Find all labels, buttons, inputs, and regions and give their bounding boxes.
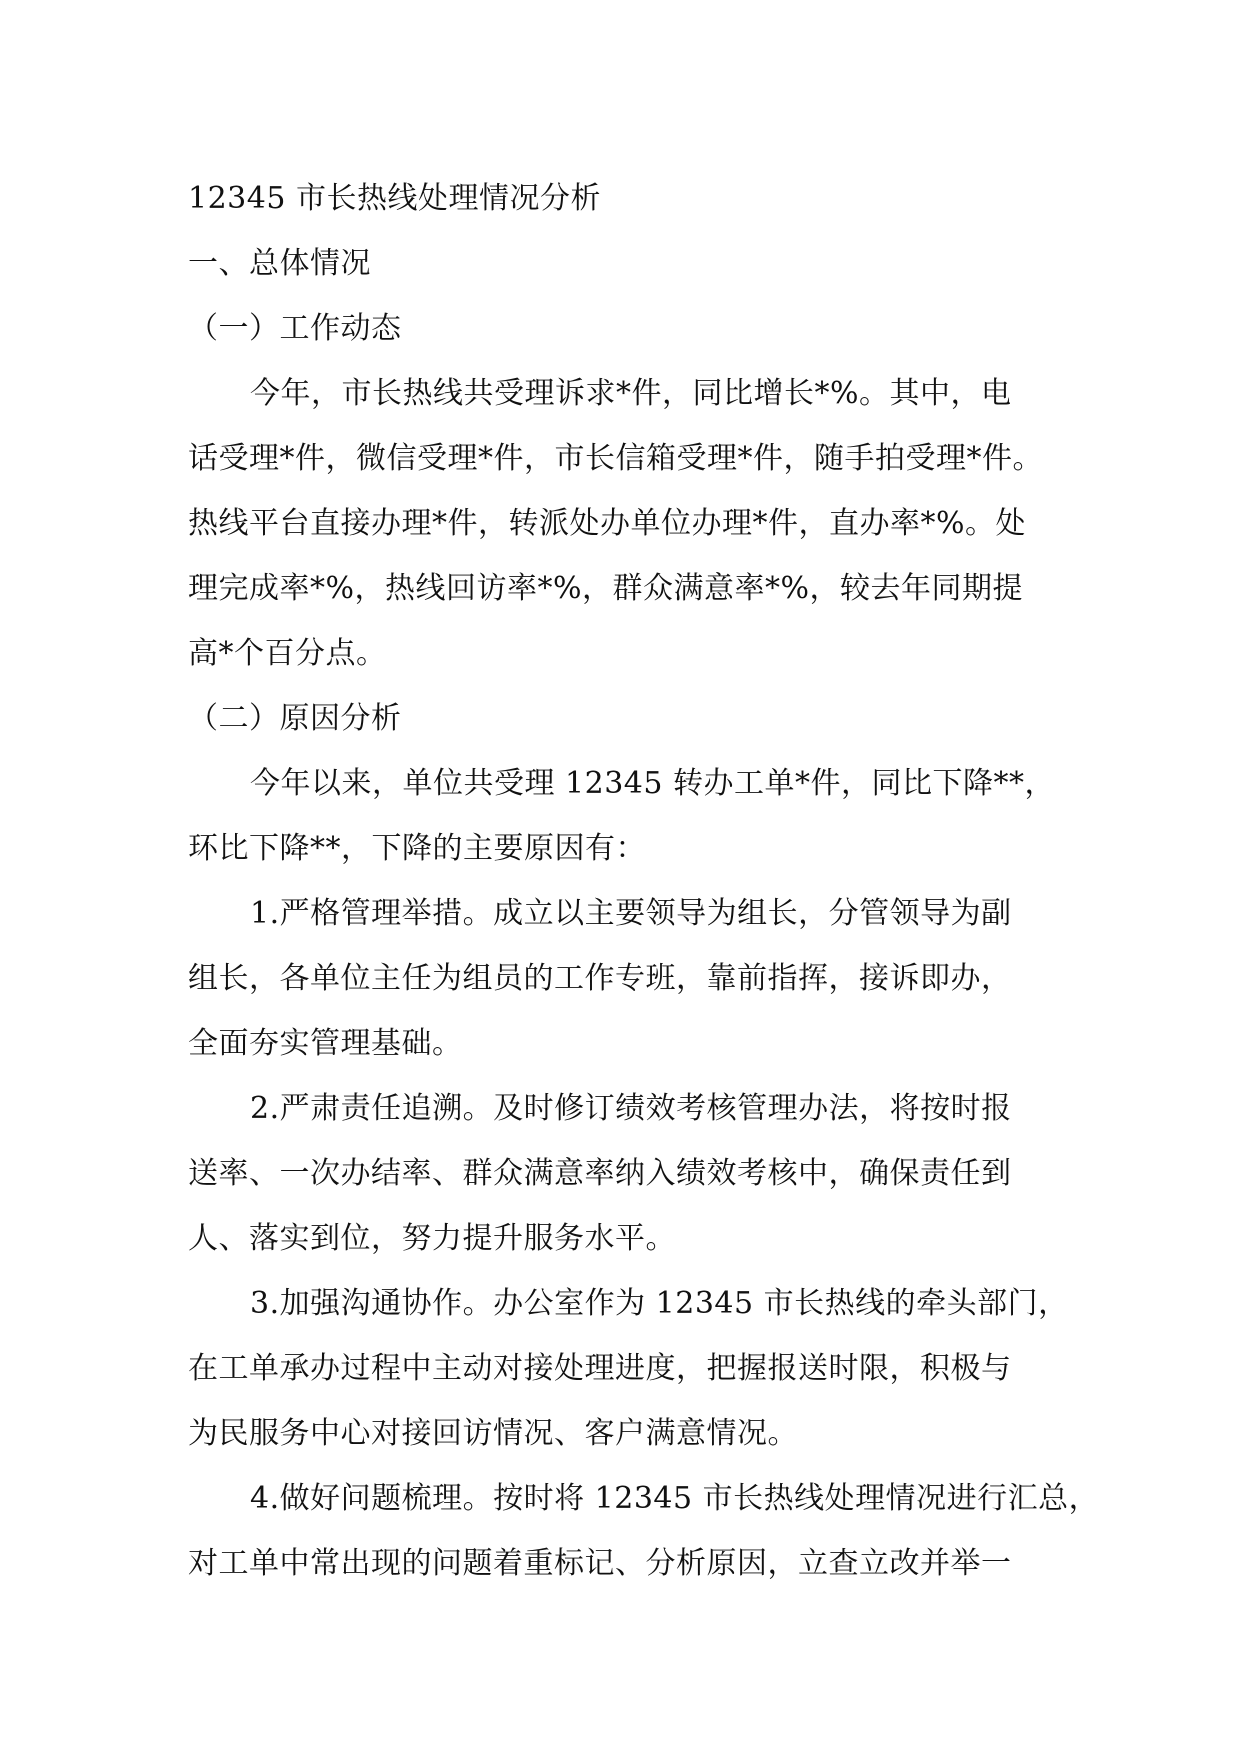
document-title: 12345 市长热线处理情况分析	[188, 181, 601, 216]
paragraph-line: 人、落实到位，努力提升服务水平。	[188, 1221, 676, 1256]
list-item-issue-sorting	[188, 1466, 1100, 1596]
paragraph-line: 为民服务中心对接回访情况、客户满意情况。	[188, 1416, 798, 1451]
paragraph-work-dynamics	[188, 361, 1068, 686]
paragraph-line: 今年以来，单位共受理 12345 转办工单*件，同比下降**，	[250, 766, 1056, 801]
subheading-cause-analysis: （二）原因分析	[188, 701, 402, 736]
paragraph-line: 话受理*件，微信受理*件，市长信箱受理*件，随手拍受理*件。	[188, 441, 1043, 476]
paragraph-line: 理完成率*%，热线回访率*%，群众满意率*%，较去年同期提	[188, 571, 1024, 606]
list-item-communication	[188, 1271, 1068, 1466]
section-heading-overview: 一、总体情况	[188, 246, 371, 281]
paragraph-line: 送率、一次办结率、群众满意率纳入绩效考核中，确保责任到	[188, 1156, 1012, 1191]
paragraph-line: 全面夯实管理基础。	[188, 1026, 463, 1061]
paragraph-line: 组长，各单位主任为组员的工作专班，靠前指挥，接诉即办，	[188, 961, 1012, 996]
paragraph-line: 在工单承办过程中主动对接处理进度，把握报送时限，积极与	[188, 1351, 1012, 1386]
paragraph-line: 今年，市长热线共受理诉求*件，同比增长*%。其中，电	[250, 376, 1012, 411]
subheading-work-dynamics: （一）工作动态	[188, 311, 402, 346]
paragraph-line: 2.严肃责任追溯。及时修订绩效考核管理办法，将按时报	[250, 1091, 1012, 1126]
paragraph-line: 热线平台直接办理*件，转派处办单位办理*件，直办率*%。处	[188, 506, 1027, 541]
paragraph-line: 1.严格管理举措。成立以主要领导为组长，分管领导为副	[250, 896, 1012, 931]
paragraph-line: 高*个百分点。	[188, 636, 387, 671]
paragraph-line: 4.做好问题梳理。按时将 12345 市长热线处理情况进行汇总，	[250, 1481, 1100, 1516]
document-body	[188, 166, 1100, 1596]
paragraph-line: 对工单中常出现的问题着重标记、分析原因，立查立改并举一	[188, 1546, 1012, 1581]
paragraph-line: 环比下降**，下降的主要原因有：	[188, 831, 646, 866]
paragraph-line: 3.加强沟通协作。办公室作为 12345 市长热线的牵头部门，	[250, 1286, 1069, 1321]
paragraph-cause-analysis	[188, 751, 1068, 881]
list-item-accountability	[188, 1076, 1068, 1271]
list-item-strict-management	[188, 881, 1068, 1076]
